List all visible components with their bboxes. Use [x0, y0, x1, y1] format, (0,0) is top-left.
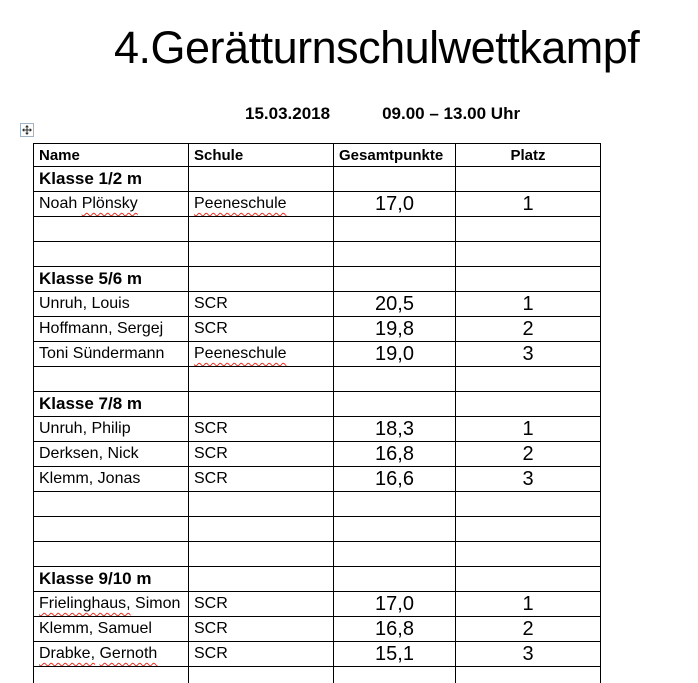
cell-text: Klemm, Jonas: [39, 470, 141, 487]
cell-text: SCR: [194, 645, 228, 662]
class-row: [34, 392, 601, 417]
empty-cell[interactable]: [456, 492, 601, 517]
class-row: [34, 267, 601, 292]
empty-cell[interactable]: [456, 667, 601, 683]
schule-cell[interactable]: [189, 617, 334, 642]
result-row: [34, 292, 601, 317]
result-row: [34, 342, 601, 367]
empty-cell[interactable]: [34, 367, 189, 392]
misspelled-text: Frielinghaus,: [39, 595, 131, 612]
class-section-cell[interactable]: Klasse 9/10 m: [34, 567, 189, 592]
event-date[interactable]: 15.03.2018: [245, 104, 331, 123]
cell-text: SCR: [194, 420, 228, 437]
platz-cell[interactable]: 2: [456, 617, 601, 642]
cell-text: Noah: [39, 195, 82, 212]
empty-cell[interactable]: [334, 667, 456, 683]
cell-text: SCR: [194, 320, 228, 337]
cell-text: SCR: [194, 295, 228, 312]
result-row: [34, 317, 601, 342]
misspelled-text: Peeneschule: [194, 195, 287, 212]
column-header-name[interactable]: Name: [34, 144, 189, 167]
cell-text: Toni Sündermann: [39, 345, 165, 362]
empty-row: [34, 667, 601, 683]
class-section-cell[interactable]: Klasse 1/2 m: [34, 167, 189, 192]
empty-cell[interactable]: [456, 242, 601, 267]
empty-cell[interactable]: [334, 567, 456, 592]
platz-cell[interactable]: 3: [456, 467, 601, 492]
result-row: [34, 592, 601, 617]
empty-row: [34, 242, 601, 267]
empty-cell[interactable]: [34, 492, 189, 517]
cell-text: SCR: [194, 445, 228, 462]
table-move-handle-icon[interactable]: [20, 123, 34, 137]
result-row: [34, 442, 601, 467]
empty-cell[interactable]: [456, 517, 601, 542]
empty-cell[interactable]: [456, 217, 601, 242]
result-row: [34, 467, 601, 492]
empty-cell[interactable]: [189, 492, 334, 517]
cell-text: SCR: [194, 620, 228, 637]
name-cell[interactable]: [34, 467, 189, 492]
column-header-schule[interactable]: Schule: [189, 144, 334, 167]
empty-cell[interactable]: [334, 542, 456, 567]
move-cross-icon: [22, 125, 32, 135]
column-header-gesamtpunkte[interactable]: Gesamtpunkte: [334, 144, 456, 167]
gesamtpunkte-cell[interactable]: 16,6: [334, 467, 456, 492]
result-row: [34, 417, 601, 442]
empty-cell[interactable]: [189, 242, 334, 267]
cell-text: SCR: [194, 595, 228, 612]
empty-cell[interactable]: [334, 217, 456, 242]
date-line: [245, 104, 520, 124]
gesamtpunkte-cell[interactable]: 19,0: [334, 342, 456, 367]
platz-cell[interactable]: 3: [456, 342, 601, 367]
gesamtpunkte-cell[interactable]: 19,8: [334, 317, 456, 342]
misspelled-text: Plönsky: [81, 195, 138, 212]
empty-cell[interactable]: [189, 367, 334, 392]
class-section-cell[interactable]: Klasse 7/8 m: [34, 392, 189, 417]
empty-cell[interactable]: [34, 542, 189, 567]
empty-cell[interactable]: [334, 392, 456, 417]
empty-cell[interactable]: [34, 242, 189, 267]
empty-cell[interactable]: [334, 167, 456, 192]
table-header: [34, 144, 601, 167]
platz-cell[interactable]: 1: [456, 417, 601, 442]
cell-text: Simon: [130, 595, 181, 612]
empty-cell[interactable]: [189, 567, 334, 592]
column-header-platz[interactable]: Platz: [456, 144, 601, 167]
empty-row: [34, 492, 601, 517]
event-time[interactable]: 09.00 – 13.00 Uhr: [382, 104, 521, 123]
schule-cell[interactable]: [189, 317, 334, 342]
misspelled-text: Peeneschule: [194, 345, 287, 362]
empty-row: [34, 367, 601, 392]
empty-cell[interactable]: [334, 242, 456, 267]
schule-cell[interactable]: [189, 342, 334, 367]
platz-cell[interactable]: 1: [456, 592, 601, 617]
gesamtpunkte-cell[interactable]: 16,8: [334, 442, 456, 467]
name-cell[interactable]: [34, 592, 189, 617]
misspelled-text: Gernoth: [99, 645, 158, 662]
empty-cell[interactable]: [34, 517, 189, 542]
platz-cell[interactable]: 1: [456, 192, 601, 217]
empty-cell[interactable]: [189, 217, 334, 242]
header-row: [34, 144, 601, 167]
cell-text: Unruh, Philip: [39, 420, 131, 437]
empty-cell[interactable]: [189, 517, 334, 542]
cell-text: Derksen, Nick: [39, 445, 139, 462]
empty-cell[interactable]: [34, 217, 189, 242]
empty-cell[interactable]: [189, 392, 334, 417]
empty-cell[interactable]: [189, 667, 334, 683]
misspelled-text: Drabke,: [39, 645, 96, 662]
gesamtpunkte-cell[interactable]: 17,0: [334, 192, 456, 217]
empty-cell[interactable]: [34, 667, 189, 683]
class-section-cell[interactable]: Klasse 5/6 m: [34, 267, 189, 292]
platz-cell[interactable]: 1: [456, 292, 601, 317]
empty-cell[interactable]: [189, 267, 334, 292]
name-cell[interactable]: [34, 642, 189, 667]
platz-cell[interactable]: 2: [456, 317, 601, 342]
name-cell[interactable]: [34, 342, 189, 367]
schule-cell[interactable]: [189, 192, 334, 217]
platz-cell[interactable]: 3: [456, 642, 601, 667]
class-row: [34, 167, 601, 192]
class-row: [34, 567, 601, 592]
empty-row: [34, 517, 601, 542]
gesamtpunkte-cell[interactable]: 16,8: [334, 617, 456, 642]
cell-text: Klemm, Samuel: [39, 620, 152, 637]
result-row: [34, 192, 601, 217]
name-cell[interactable]: [34, 192, 189, 217]
schule-cell[interactable]: [189, 292, 334, 317]
empty-row: [34, 542, 601, 567]
page-title[interactable]: 4.Gerätturnschulwettkampf: [114, 22, 640, 73]
name-cell[interactable]: [34, 417, 189, 442]
platz-cell[interactable]: 2: [456, 442, 601, 467]
gesamtpunkte-cell[interactable]: 20,5: [334, 292, 456, 317]
gesamtpunkte-cell[interactable]: 18,3: [334, 417, 456, 442]
cell-text: SCR: [194, 470, 228, 487]
empty-cell[interactable]: [456, 367, 601, 392]
name-cell[interactable]: [34, 317, 189, 342]
empty-cell[interactable]: [456, 392, 601, 417]
empty-row: [34, 217, 601, 242]
empty-cell[interactable]: [456, 542, 601, 567]
empty-cell[interactable]: [334, 267, 456, 292]
empty-cell[interactable]: [334, 517, 456, 542]
schule-cell[interactable]: [189, 417, 334, 442]
cell-text: Hoffmann, Sergej: [39, 320, 164, 337]
name-cell[interactable]: [34, 442, 189, 467]
name-cell[interactable]: [34, 292, 189, 317]
empty-cell[interactable]: [334, 492, 456, 517]
result-row: [34, 642, 601, 667]
empty-cell[interactable]: [189, 167, 334, 192]
gesamtpunkte-cell[interactable]: 17,0: [334, 592, 456, 617]
cell-text: Unruh, Louis: [39, 295, 130, 312]
gesamtpunkte-cell[interactable]: 15,1: [334, 642, 456, 667]
name-cell[interactable]: [34, 617, 189, 642]
empty-cell[interactable]: [456, 567, 601, 592]
schule-cell[interactable]: [189, 592, 334, 617]
empty-cell[interactable]: [456, 267, 601, 292]
schule-cell[interactable]: [189, 442, 334, 467]
result-row: [34, 617, 601, 642]
schule-cell[interactable]: [189, 642, 334, 667]
empty-cell[interactable]: [456, 167, 601, 192]
results-table: [33, 143, 601, 683]
empty-cell[interactable]: [334, 367, 456, 392]
schule-cell[interactable]: [189, 467, 334, 492]
empty-cell[interactable]: [189, 542, 334, 567]
